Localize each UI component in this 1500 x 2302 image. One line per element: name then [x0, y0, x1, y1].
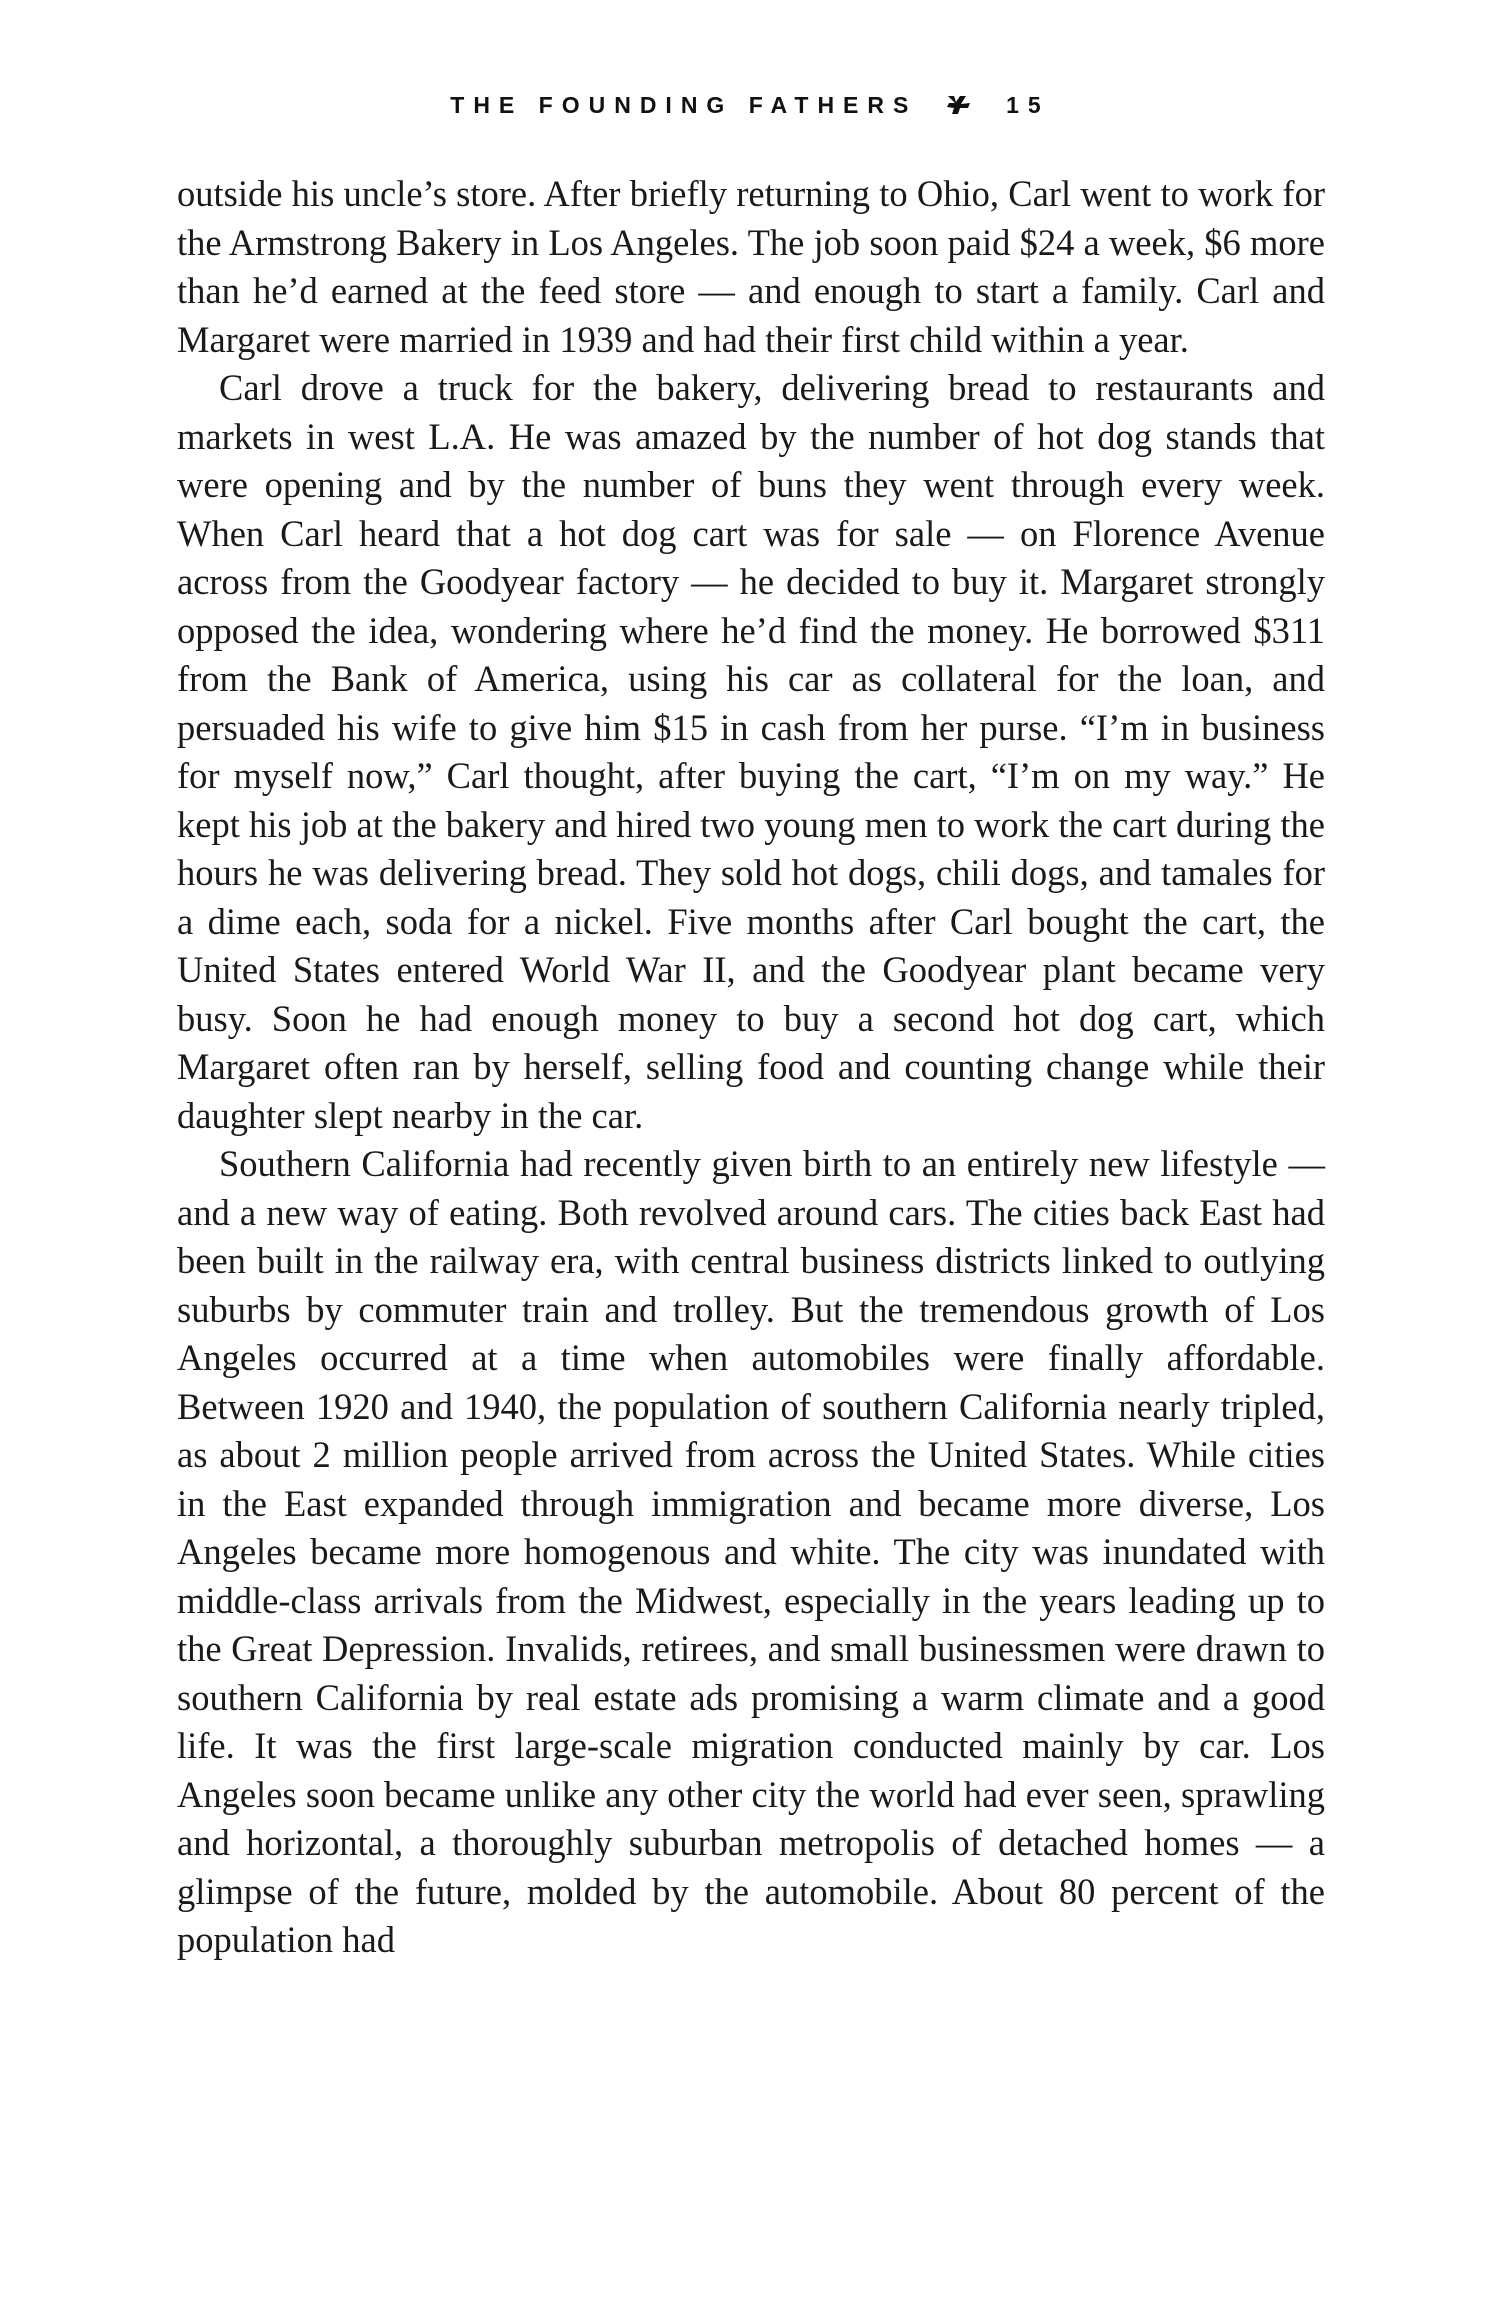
paragraph-1: outside his uncle’s store. After briefly returning to Ohio, Carl went to work for the Armstrong Bakery in Los Angeles. The job soon paid $24 a week, $6 more than he’d earned at the feed store — and enough to start a family. Carl and Margaret were married in 1939 and had their first child within a year. [177, 173, 1325, 360]
paragraph-3: Southern California had recently given birth to an entirely new lifestyle — and a new way of eating. Both revolved around cars. The cities back East had been built in the railway era, with central business districts linked to outlying suburbs by commuter train and trolley. But the tremendous growth of Los Angeles occurred at a time when automobiles were finally affordable. Between 1920 and 1940, the population of southern California nearly tripled, as about 2 million people arrived from across the United States. While cities in the East expanded through immigration and became more diverse, Los Angeles became more homogenous and white. The city was inundated with middle-class arrivals from the Midwest, especially in the years leading up to the Great Depression. Invalids, retirees, and small businessmen were drawn to southern California by real estate ads promising a warm climate and a good life. It was the first large-scale migration conducted mainly by car. Los Angeles soon became unlike any other city the world had ever seen, sprawling and horizontal, a thoroughly suburban metropolis of detached homes — a glimpse of the future, molded by the automobile. About 80 percent of the population had [177, 1143, 1325, 1960]
ornament-icon [945, 94, 973, 116]
paragraph-2: Carl drove a truck for the bakery, delivering bread to restaurants and markets in west L.A. He was amazed by the number of hot dog stands that were opening and by the number of buns they went through every week. When Carl heard that a hot dog cart was for sale — on Florence Avenue across from the Goodyear factory — he decided to buy it. Margaret strongly opposed the idea, wondering where he’d find the money. He borrowed $311 from the Bank of America, using his car as collateral for the loan, and persuaded his wife to give him $15 in cash from her purse. “I’m in business for myself now,” Carl thought, after buying the cart, “I’m on my way.” He kept his job at the bakery and hired two young men to work the cart during the hours he was delivering bread. They sold hot dogs, chili dogs, and tamales for a dime each, soda for a nickel. Five months after Carl bought the cart, the United States entered World War II, and the Goodyear plant became very busy. Soon he had enough money to buy a second hot dog cart, which Margaret often ran by herself, selling food and counting change while their daughter slept nearby in the car. [177, 367, 1325, 1136]
running-head-title: THE FOUNDING FATHERS [450, 92, 918, 118]
body-text [177, 170, 1325, 1965]
running-head [0, 92, 1500, 119]
page-number: 15 [1006, 92, 1050, 118]
